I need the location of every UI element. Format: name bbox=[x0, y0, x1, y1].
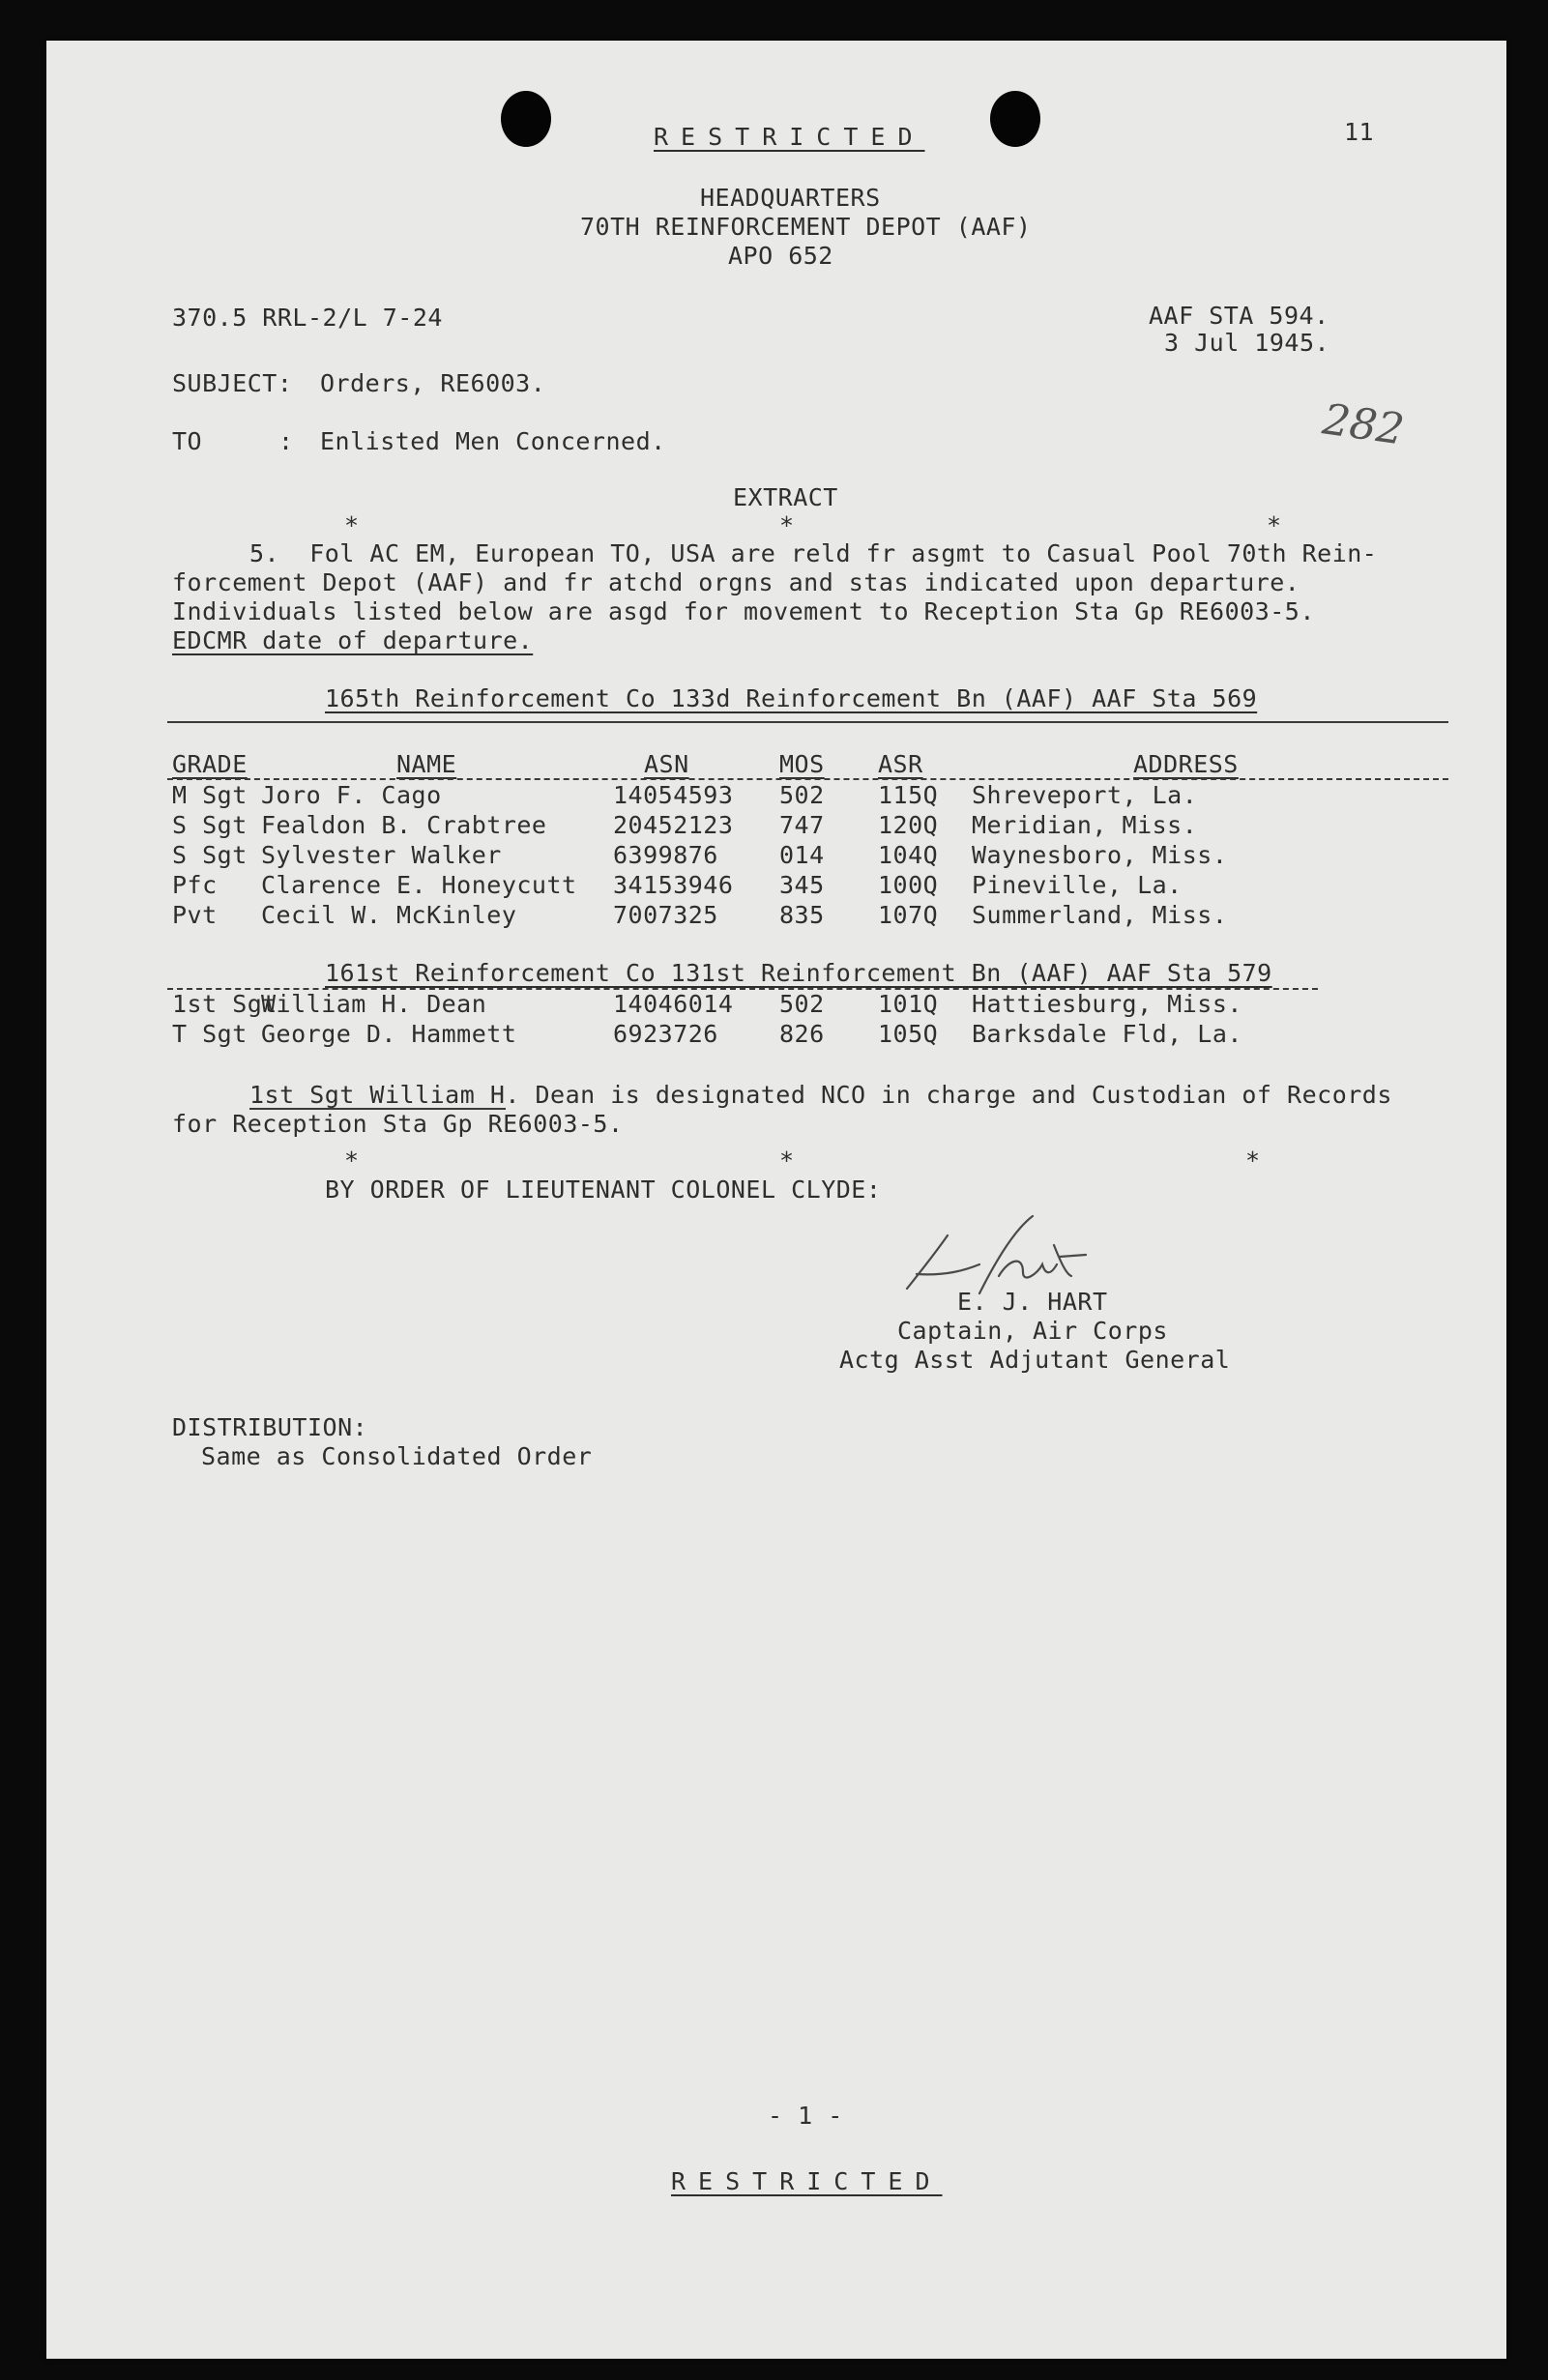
paragraph-5-line: 5. Fol AC EM, European TO, USA are reld fr asgmt to Casual Pool 70th Rein- bbox=[249, 539, 1378, 567]
separator-star: * bbox=[779, 511, 795, 539]
classification-top: RESTRICTED bbox=[654, 123, 925, 151]
cell-asn: 7007325 bbox=[613, 901, 718, 929]
cell-mos: 345 bbox=[779, 871, 825, 899]
separator-star: * bbox=[1245, 1146, 1261, 1175]
cell-grade: M Sgt bbox=[172, 781, 248, 809]
paragraph-5-line: forcement Depot (AAF) and fr atchd orgns and stas indicated upon departure. bbox=[172, 568, 1300, 596]
signer-rank: Captain, Air Corps bbox=[897, 1317, 1168, 1345]
cell-asn: 34153946 bbox=[613, 871, 734, 899]
cell-name: Fealdon B. Crabtree bbox=[261, 811, 547, 839]
cell-mos: 502 bbox=[779, 781, 825, 809]
column-header-asn: ASN bbox=[644, 750, 689, 778]
cell-address: Summerland, Miss. bbox=[972, 901, 1228, 929]
cell-address: Waynesboro, Miss. bbox=[972, 841, 1228, 869]
cell-asr: 120Q bbox=[878, 811, 939, 839]
header-line-1: HEADQUARTERS bbox=[700, 184, 881, 212]
cell-address: Meridian, Miss. bbox=[972, 811, 1198, 839]
classification-bottom: RESTRICTED bbox=[671, 2167, 943, 2195]
punch-hole-right bbox=[990, 91, 1040, 147]
column-header-mos: MOS bbox=[779, 750, 825, 778]
separator-star: * bbox=[344, 511, 360, 539]
cell-mos: 747 bbox=[779, 811, 825, 839]
header-line-2: 70TH REINFORCEMENT DEPOT (AAF) bbox=[580, 213, 1032, 241]
divider bbox=[167, 721, 1448, 723]
subject-value: Orders, RE6003. bbox=[320, 369, 546, 397]
cell-mos: 014 bbox=[779, 841, 825, 869]
to-value: Enlisted Men Concerned. bbox=[320, 427, 666, 455]
cell-grade: 1st Sgt bbox=[172, 990, 277, 1018]
signer-title: Actg Asst Adjutant General bbox=[839, 1346, 1231, 1374]
divider bbox=[167, 778, 1448, 780]
signer-name: E. J. HART bbox=[957, 1288, 1108, 1316]
page-number: - 1 - bbox=[768, 2102, 843, 2130]
cell-address: Barksdale Fld, La. bbox=[972, 1020, 1242, 1048]
cell-asr: 107Q bbox=[878, 901, 939, 929]
cell-grade: S Sgt bbox=[172, 841, 248, 869]
cell-mos: 502 bbox=[779, 990, 825, 1018]
unit-2-title: 161st Reinforcement Co 131st Reinforcement Bn (AAF) AAF Sta 579 bbox=[325, 959, 1272, 987]
page-reference: 11 bbox=[1344, 118, 1375, 146]
distribution-value: Same as Consolidated Order bbox=[201, 1442, 593, 1470]
paragraph-5-line: Individuals listed below are asgd for movement to Reception Sta Gp RE6003-5. bbox=[172, 597, 1315, 625]
cell-name: Clarence E. Honeycutt bbox=[261, 871, 577, 899]
cell-asr: 105Q bbox=[878, 1020, 939, 1048]
designation-line: 1st Sgt William H. Dean is designated NCO in charge and Custodian of Records bbox=[249, 1081, 1392, 1109]
date: 3 Jul 1945. bbox=[1164, 329, 1330, 357]
by-order: BY ORDER OF LIEUTENANT COLONEL CLYDE: bbox=[325, 1175, 882, 1204]
cell-grade: T Sgt bbox=[172, 1020, 248, 1048]
column-header-grade: GRADE bbox=[172, 750, 248, 778]
cell-asr: 104Q bbox=[878, 841, 939, 869]
cell-asn: 14054593 bbox=[613, 781, 734, 809]
header-line-3: APO 652 bbox=[728, 242, 833, 270]
cell-asn: 6399876 bbox=[613, 841, 718, 869]
cell-name: Joro F. Cago bbox=[261, 781, 442, 809]
station: AAF STA 594. bbox=[1149, 302, 1329, 330]
cell-asr: 101Q bbox=[878, 990, 939, 1018]
cell-grade: Pvt bbox=[172, 901, 218, 929]
cell-asn: 20452123 bbox=[613, 811, 734, 839]
punch-hole-left bbox=[501, 91, 551, 147]
document-page bbox=[46, 41, 1506, 2359]
column-header-address: ADDRESS bbox=[1133, 750, 1239, 778]
cell-asr: 100Q bbox=[878, 871, 939, 899]
separator-star: * bbox=[779, 1146, 795, 1175]
cell-address: Shreveport, La. bbox=[972, 781, 1198, 809]
to-colon: : bbox=[278, 427, 294, 455]
cell-mos: 835 bbox=[779, 901, 825, 929]
designation-line: for Reception Sta Gp RE6003-5. bbox=[172, 1110, 624, 1138]
cell-name: George D. Hammett bbox=[261, 1020, 517, 1048]
cell-name: Cecil W. McKinley bbox=[261, 901, 517, 929]
separator-star: * bbox=[344, 1146, 360, 1175]
cell-name: William H. Dean bbox=[261, 990, 487, 1018]
cell-address: Hattiesburg, Miss. bbox=[972, 990, 1242, 1018]
designation-underline bbox=[249, 1108, 506, 1110]
to-label: TO bbox=[172, 427, 203, 455]
column-header-name: NAME bbox=[396, 750, 457, 778]
column-header-asr: ASR bbox=[878, 750, 923, 778]
separator-star: * bbox=[1267, 511, 1282, 539]
cell-grade: S Sgt bbox=[172, 811, 248, 839]
distribution-label: DISTRIBUTION: bbox=[172, 1413, 368, 1441]
cell-asn: 6923726 bbox=[613, 1020, 718, 1048]
cell-asn: 14046014 bbox=[613, 990, 734, 1018]
paragraph-5-line: EDCMR date of departure. bbox=[172, 626, 534, 654]
cell-mos: 826 bbox=[779, 1020, 825, 1048]
cell-address: Pineville, La. bbox=[972, 871, 1183, 899]
file-reference: 370.5 RRL-2/L 7-24 bbox=[172, 304, 443, 332]
handwritten-number: 282 bbox=[1319, 394, 1408, 455]
unit-1-title: 165th Reinforcement Co 133d Reinforcement Bn (AAF) AAF Sta 569 bbox=[325, 684, 1258, 712]
cell-grade: Pfc bbox=[172, 871, 218, 899]
cell-name: Sylvester Walker bbox=[261, 841, 502, 869]
subject-label: SUBJECT: bbox=[172, 369, 293, 397]
extract-label: EXTRACT bbox=[733, 483, 838, 511]
cell-asr: 115Q bbox=[878, 781, 939, 809]
